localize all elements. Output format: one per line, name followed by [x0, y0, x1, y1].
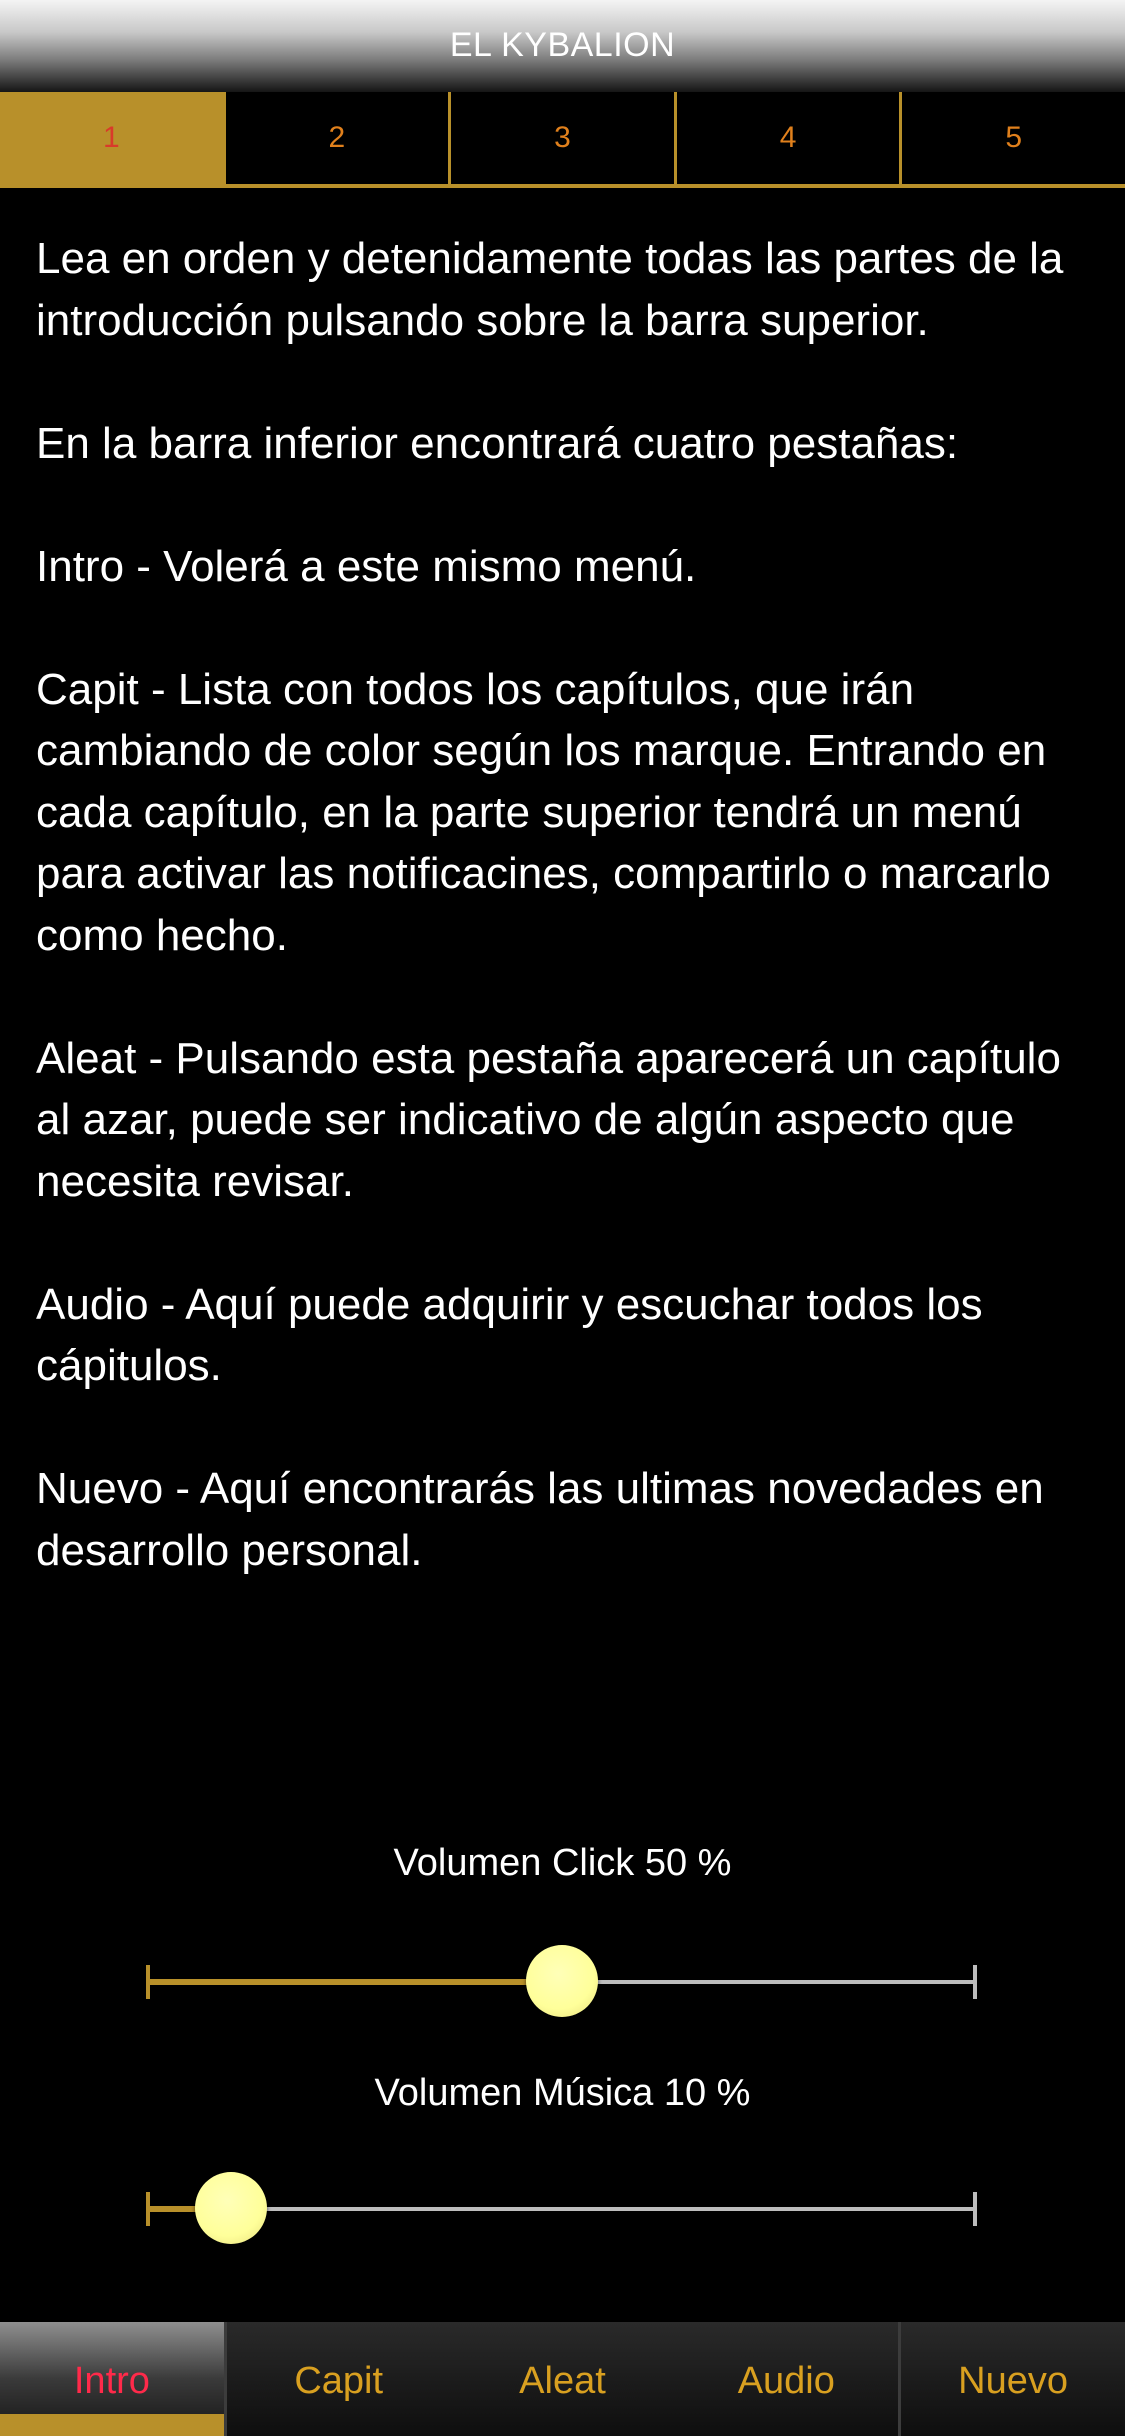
tab-audio[interactable]: Audio	[674, 2322, 898, 2436]
click-volume-label: Volumen Click 50 %	[393, 1842, 732, 1884]
tab-capit[interactable]: Capit	[224, 2322, 451, 2436]
intro-tab-1[interactable]: 1	[0, 92, 226, 188]
paragraph-nuevo: Nuevo - Aquí encontrarás las ultimas novedades en desarrollo personal.	[36, 1464, 1044, 1575]
intro-tab-4[interactable]: 4	[677, 92, 903, 188]
tab-aleat[interactable]: Aleat	[451, 2322, 675, 2436]
music-volume-slider[interactable]	[148, 2207, 975, 2211]
music-volume-thumb[interactable]	[195, 2172, 267, 2244]
tab-nuevo[interactable]: Nuevo	[898, 2322, 1125, 2436]
intro-tab-3[interactable]: 3	[451, 92, 677, 188]
intro-section-tabs	[0, 92, 1125, 194]
paragraph-audio: Audio - Aquí puede adquirir y escuchar todos los cápitulos.	[36, 1279, 983, 1390]
click-volume-slider[interactable]	[148, 1980, 975, 1984]
paragraph-instructions: Lea en orden y detenidamente todas las partes de la introducción pulsando sobre la barra superior.	[36, 234, 1064, 345]
intro-text	[36, 228, 1096, 1643]
paragraph-intro: Intro - Volerá a este mismo menú.	[36, 541, 697, 591]
intro-tab-5[interactable]: 5	[902, 92, 1125, 188]
music-volume-max-cap	[973, 2192, 977, 2226]
click-volume-fill	[148, 1979, 562, 1985]
click-volume-max-cap	[973, 1965, 977, 1999]
tab-intro[interactable]: Intro	[0, 2322, 224, 2436]
title-bar	[0, 0, 1125, 92]
click-volume-thumb[interactable]	[526, 1945, 598, 2017]
music-volume-min-cap	[146, 2192, 150, 2226]
click-volume-min-cap	[146, 1965, 150, 1999]
paragraph-bottom-bar: En la barra inferior encontrará cuatro pestañas:	[36, 418, 959, 468]
paragraph-aleat: Aleat - Pulsando esta pestaña aparecerá un capítulo al azar, puede ser indicativo de algún aspecto que necesita revisar.	[36, 1033, 1061, 1206]
app-title: EL KYBALION	[449, 25, 676, 64]
bottom-tab-bar	[0, 2322, 1125, 2436]
intro-tab-2[interactable]: 2	[226, 92, 452, 188]
paragraph-capit: Capit - Lista con todos los capítulos, que irán cambiando de color según los marque. Entrando en cada capítulo, en la parte superior tendrá un menú para activar las notificacines, compartirlo o marcarlo como hecho.	[36, 664, 1051, 960]
music-volume-label: Volumen Música 10 %	[374, 2072, 751, 2114]
